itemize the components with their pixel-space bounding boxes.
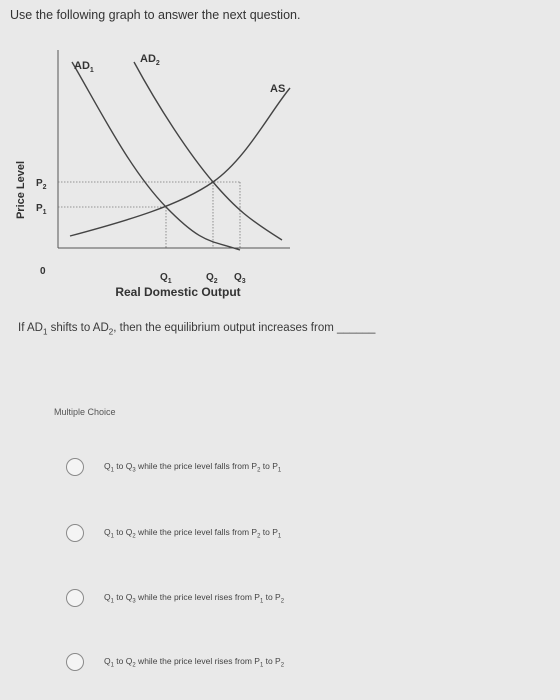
as-label: AS: [270, 83, 286, 95]
option-text: $Q_1$ to $Q_3$ while the price level rises from $P_1$ to $P_2$: [104, 591, 285, 605]
q3-label: $Q_3$: [234, 272, 246, 285]
ad1-curve: [72, 62, 240, 250]
p1-label: $P_1$: [36, 203, 47, 216]
as-curve: [70, 88, 290, 236]
option-3[interactable]: [66, 586, 284, 610]
multiple-choice-label: Multiple Choice: [54, 407, 116, 417]
ad-as-graph: [0, 40, 300, 310]
option-text: $Q_1$ to $Q_2$ while the price level rises from $P_1$ to $P_2$: [104, 655, 285, 669]
ylabel: Price Level: [15, 160, 27, 220]
p2-label: $P_2$: [36, 178, 47, 191]
question-text: If $AD_1$ shifts to $AD_2$, then the equilibrium output increases from ______: [18, 322, 376, 337]
option-2[interactable]: [66, 521, 281, 545]
q1-label: $Q_1$: [160, 272, 172, 285]
q2-label: $Q_2$: [206, 272, 218, 285]
option-text: $Q_1$ to $Q_2$ while the price level falls from $P_2$ to $P_1$: [104, 526, 282, 540]
ad2-curve: [134, 62, 282, 240]
option-4[interactable]: [66, 650, 284, 674]
radio-button[interactable]: [66, 458, 84, 476]
question-prompt: Use the following graph to answer the next question.: [10, 8, 301, 22]
radio-button[interactable]: [66, 589, 84, 607]
xlabel: Real Domestic Output: [115, 285, 241, 299]
radio-button[interactable]: [66, 653, 84, 671]
option-text: $Q_1$ to $Q_3$ while the price level falls from $P_2$ to $P_1$: [104, 460, 282, 474]
option-1[interactable]: [66, 455, 281, 479]
origin-label: 0: [40, 266, 46, 277]
radio-button[interactable]: [66, 524, 84, 542]
ad2-label: $AD_2$: [140, 53, 160, 67]
ad1-label: $AD_1$: [74, 60, 94, 74]
